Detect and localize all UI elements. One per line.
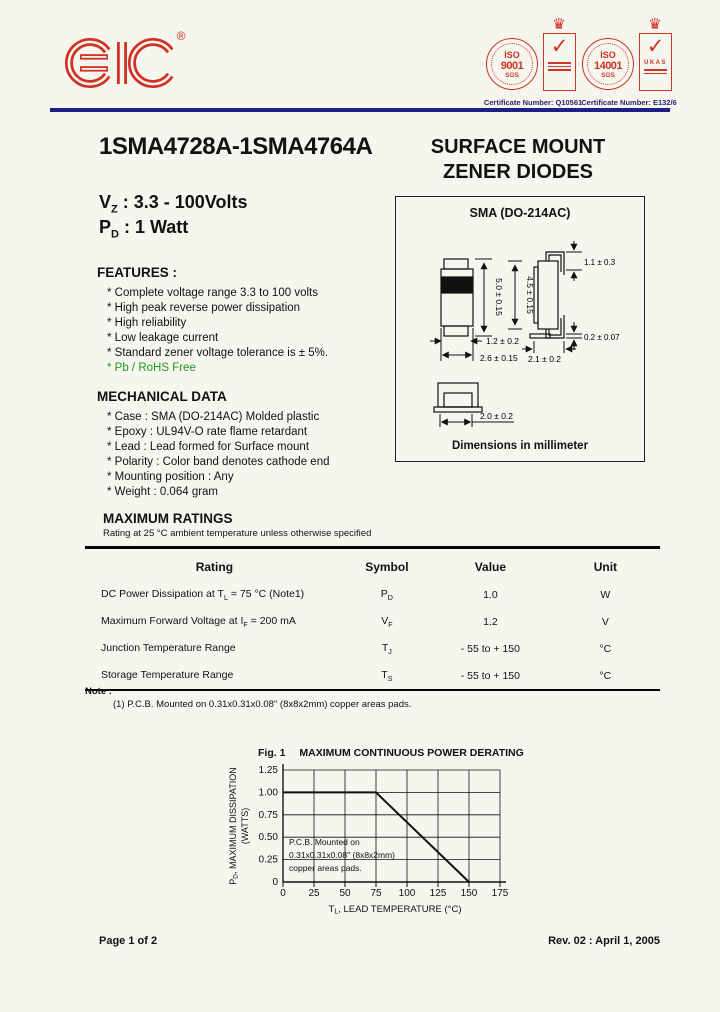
iso-label: ISO [600,50,616,60]
iso14001-certificate [581,16,677,110]
x-axis-ticks [283,882,500,887]
ukas-mark-box [639,33,672,91]
dim-body-width: 2.6 ± 0.15 [480,353,518,363]
registered-mark: ® [176,29,186,43]
x-tick-label: 150 [460,888,478,899]
chart-annotation [289,837,395,873]
mechanical-item: * Case : SMA (DO-214AC) Molded plastic [107,411,320,423]
y-axis-label-units: (WATTS) [240,807,250,845]
y-axis-label: PD, MAXIMUM DISSIPATION [228,767,240,885]
crown-icon: ♛ [552,16,566,33]
check-icon: ✓ [646,35,665,58]
certification-mark-box [543,33,576,91]
derating-chart [190,756,540,918]
feature-item: * Low leakage current [107,332,219,344]
iso14001-seal [582,38,634,90]
column-header-value: Value [474,560,507,574]
dim-side-height: 4.5 ± 0.15 [525,276,535,314]
ukas-label: UKAS [643,60,667,66]
eic-logo [64,24,194,98]
certificate-number: Certificate Number: E132/6 [581,98,677,107]
fine-print-lines [640,69,671,74]
package-outline-box [395,196,645,462]
y-tick-label: 0.25 [258,854,278,866]
figure-label: Fig. 1 [258,747,286,759]
spec-vz: $V_Z$ : 3.3 - 100Volts [99,192,248,216]
eic-logo-art [64,24,194,98]
product-title-line2: ZENER DIODES [442,161,594,183]
certificate-number: Certificate Number: Q10561 [483,98,583,107]
package-bottom-view [434,383,482,412]
table-row: Storage Temperature Range $T_S$ - 55 to + 150 °C [101,668,612,683]
table-row: DC Power Dissipation at $T_L = 75$ °C (Note1) $P_D$ 1.0 W [101,587,611,602]
dim-bottom-width: 2.0 ± 0.2 [480,411,514,421]
y-tick-label: 0.75 [258,809,278,821]
x-tick-label: 25 [308,888,320,899]
mechanical-item: * Polarity : Color band denotes cathode end [107,456,330,468]
column-header-unit: Unit [593,560,618,574]
feature-item: * High peak reverse power dissipation [107,302,301,314]
package-caption: Dimensions in millimeter [451,440,589,452]
table-row: Maximum Forward Voltage at $I_F = 200$ mA $V_F$ 1.2 V [101,614,609,629]
y-tick-label: 1.25 [258,765,278,776]
ratings-section [85,511,660,691]
fine-print-lines [544,62,575,71]
feature-item: * Complete voltage range 3.3 to 100 volts [107,287,318,299]
package-top-view [441,259,473,336]
iso9001-seal [486,38,538,90]
x-axis-label: TL, LEAD TEMPERATURE (°C) [328,904,462,916]
x-tick-label: 75 [370,888,382,899]
product-title-line1: SURFACE MOUNT [430,136,606,158]
footer-page-number: Page 1 of 2 [99,935,158,947]
iso-number: 9001 [500,60,524,72]
mechanical-item: * Mounting position : Any [107,471,234,483]
crown-icon: ♛ [648,16,662,33]
part-range-title: 1SMA4728A-1SMA4764A [99,133,373,160]
dim-lines-side-view [508,241,582,353]
sgs-label: SGS [601,72,615,79]
svg-text:copper areas pads.: copper areas pads. [289,863,362,873]
feature-item: * Standard zener voltage tolerance is ± 5%. [107,347,329,359]
table-row: Junction Temperature Range $T_J$ - 55 to + 150 °C [101,641,612,656]
y-tick-labels [259,765,279,888]
ratings-subtitle: Rating at 25 °C ambient temperature unless otherwise specified [103,528,372,539]
x-tick-label: 0 [280,888,286,899]
column-header-rating: Rating [195,560,234,574]
x-tick-label: 100 [398,888,416,899]
dim-body-length: 5.0 ± 0.15 [494,278,504,316]
note-heading: Note : [85,686,112,697]
ratings-table [85,546,660,691]
svg-text:P.C.B. Mounted on: P.C.B. Mounted on [289,837,360,847]
dim-lines-top-view [430,259,492,361]
mechanical-heading: MECHANICAL DATA [97,389,227,404]
package-title: SMA (DO-214AC) [469,206,571,220]
feature-item: * High reliability [107,317,187,329]
check-icon: ✓ [550,35,569,58]
svg-text:0.31x0.31x0.08" (8x8x2mm): 0.31x0.31x0.08" (8x8x2mm) [289,850,396,860]
y-tick-label: 0 [272,877,278,888]
iso-label: ISO [504,50,520,60]
dim-side-width: 2.1 ± 0.2 [528,354,562,364]
mechanical-item: * Epoxy : UL94V-O rate flame retardant [107,426,308,438]
x-tick-label: 175 [491,888,509,899]
dim-lead-top: 1.1 ± 0.3 [584,258,616,267]
mechanical-item: * Lead : Lead formed for Surface mount [107,441,310,453]
ratings-heading: MAXIMUM RATINGS [103,511,233,526]
package-drawing [396,225,646,435]
y-tick-label: 1.00 [258,787,278,799]
note-section [85,686,411,710]
column-header-symbol: Symbol [365,560,409,574]
feature-item-rohs: * Pb / RoHS Free [107,362,196,374]
iso-number: 14001 [593,60,623,72]
x-tick-label: 125 [429,888,447,899]
mechanical-section [97,389,397,500]
features-heading: FEATURES : [97,265,177,280]
spec-pd: $P_D$ : 1 Watt [99,217,189,241]
features-section [97,265,397,376]
iso9001-certificate [483,16,583,110]
x-tick-labels [280,888,509,899]
header-divider [50,108,670,112]
product-title [398,135,638,185]
dim-lead-thickness: 0.2 ± 0.07 [584,333,620,342]
figure-name: MAXIMUM CONTINUOUS POWER DERATING [299,747,524,759]
note-text: (1) P.C.B. Mounted on 0.31x0.31x0.08" (8x8x2mm) copper areas pads. [113,699,412,710]
mechanical-item: * Weight : 0.064 gram [107,486,219,498]
dim-tab-width: 1.2 ± 0.2 [486,336,520,346]
y-tick-label: 0.50 [258,832,278,844]
footer-revision: Rev. 02 : April 1, 2005 [548,935,660,947]
x-tick-label: 50 [339,888,351,899]
sgs-label: SGS [505,72,519,79]
